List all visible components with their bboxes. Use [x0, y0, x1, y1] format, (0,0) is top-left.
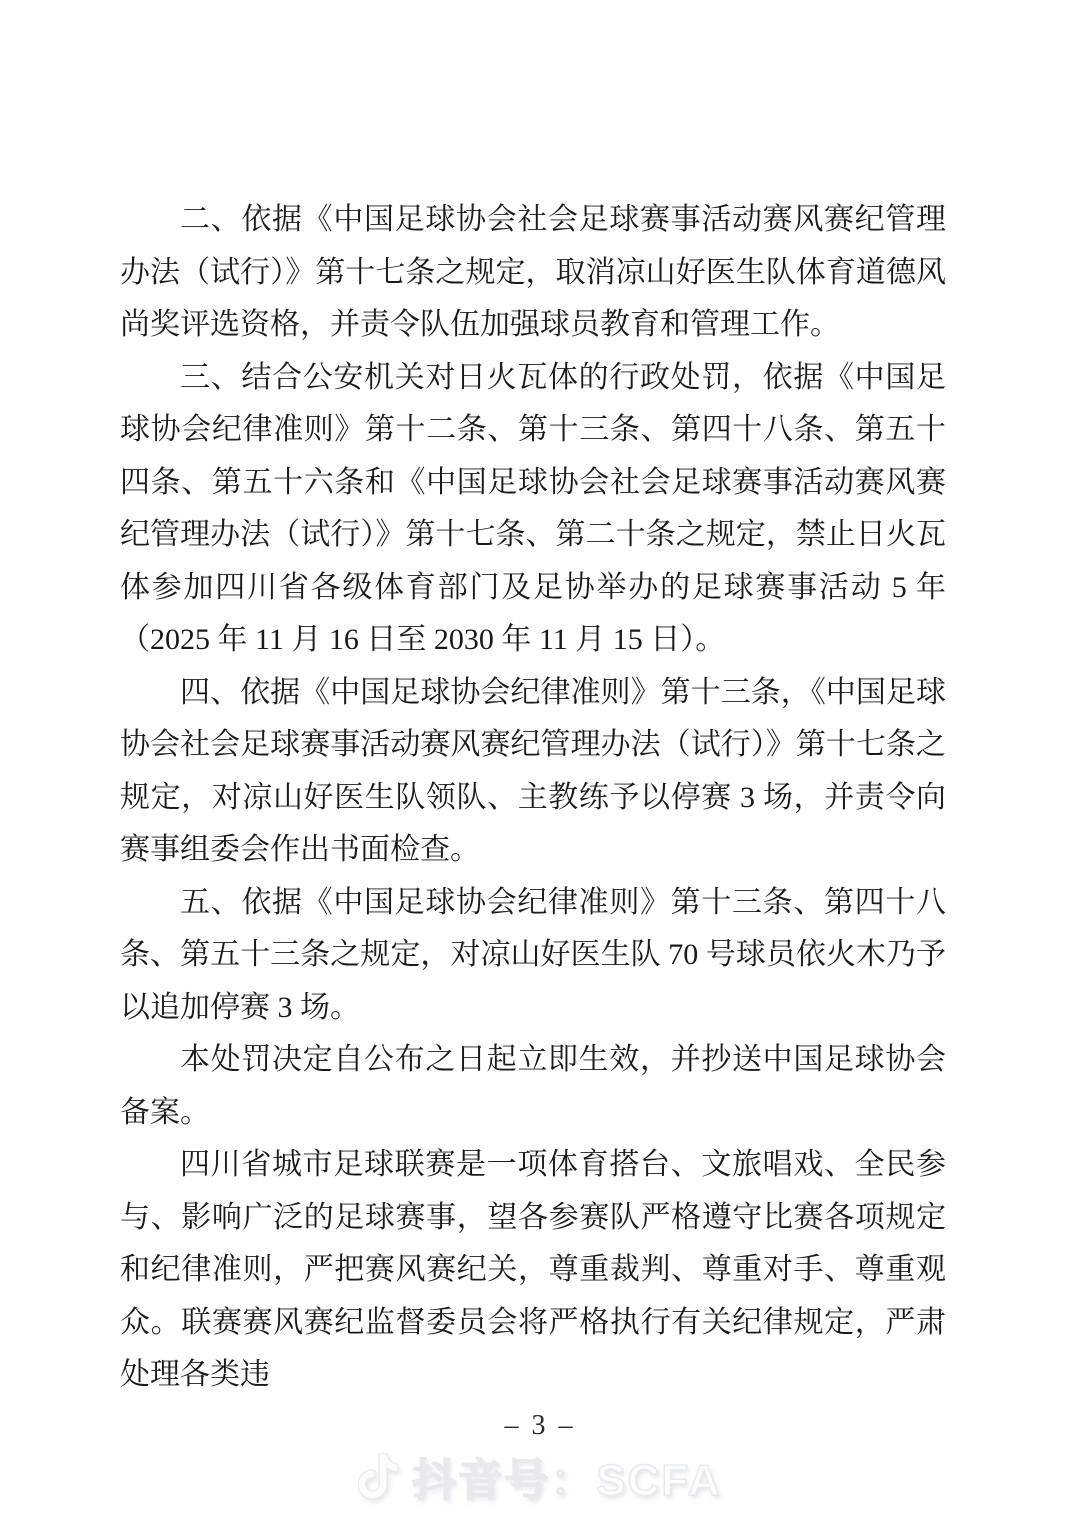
paragraph-item-2: 二、依据《中国足球协会社会足球赛事活动赛风赛纪管理办法（试行）》第十七条之规定，取消凉山好医生队体育道德风尚奖评选资格，并责令队伍加强球员教育和管理工作。 [120, 203, 946, 341]
page-number: – 3 – [504, 1410, 576, 1441]
paragraph-item-3: 三、结合公安机关对日火瓦体的行政处罚，依据《中国足球协会纪律准则》第十二条、第十三条、第四十八条、第五十四条、第五十六条和《中国足球协会社会足球赛事活动赛风赛纪管理办法（试行）》第十七条、第二十条之规定，禁止日火瓦体参加四川省各级体育部门及足协举办的足球赛事活动 5 年（2025 年 11 月 16 日至 2030 年 11 月 15 日）。 [120, 360, 946, 656]
douyin-note-icon [358, 1453, 398, 1499]
paragraph-item-4: 四、依据《中国足球协会纪律准则》第十三条，《中国足球协会社会足球赛事活动赛风赛纪管理办法（试行）》第十七条之规定，对凉山好医生队领队、主教练予以停赛 3 场，并责令向赛事组委会作出书面检查。 [120, 675, 946, 866]
paragraph-closing-statement: 四川省城市足球联赛是一项体育搭台、文旅唱戏、全民参与、影响广泛的足球赛事，望各参赛队严格遵守比赛各项规定和纪律准则，严把赛风赛纪关，尊重裁判、尊重对手、尊重观众。联赛赛风赛纪监督委员会将严格执行有关纪律规定，严肃处理各类违 [120, 1148, 946, 1391]
watermark-text: 抖音号：SCFA [412, 1456, 722, 1505]
paragraph-effective-note: 本处罚决定自公布之日起立即生效，并抄送中国足球协会备案。 [120, 1043, 946, 1129]
paragraph-item-5: 五、依据《中国足球协会纪律准则》第十三条、第四十八条、第五十三条之规定，对凉山好医生队 70 号球员依火木乃予以追加停赛 3 场。 [120, 885, 946, 1024]
douyin-watermark [0, 1444, 1080, 1508]
document-body [120, 194, 946, 1402]
